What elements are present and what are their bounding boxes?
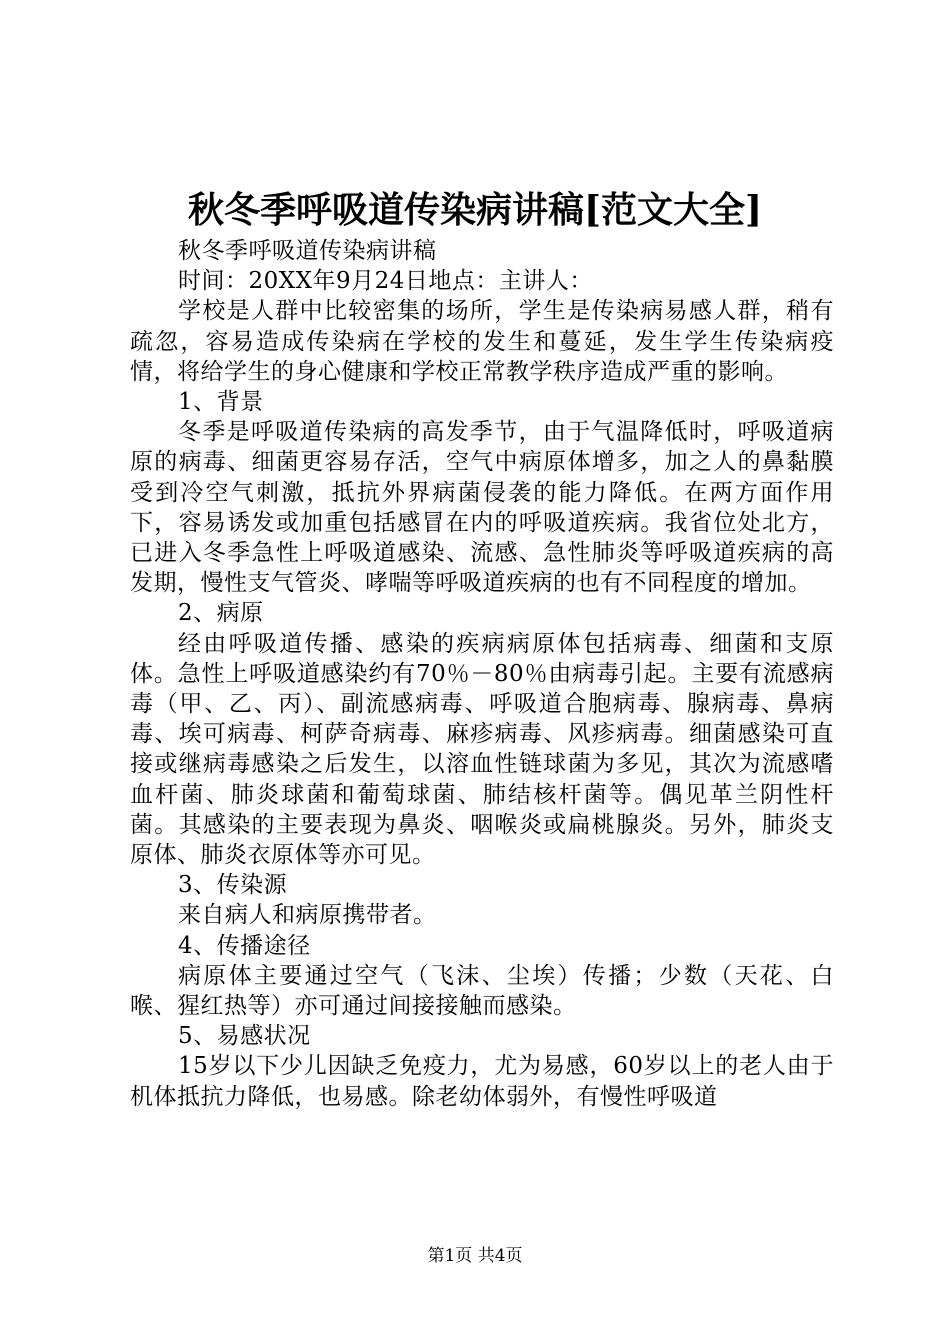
section-text-background: 冬季是呼吸道传染病的高发季节，由于气温降低时，呼吸道病原的病毒、细菌更容易存活，空气中病原体增多，加之人的鼻黏膜受到冷空气刺激，抵抗外界病菌侵袭的能力降低。在两方面作用下，容易诱发或加重包括感冒在内的呼吸道疾病。我省位处北方，已进入冬季急性上呼吸道感染、流感、急性肺炎等呼吸道疾病的高发期，慢性支气管炎、哮喘等呼吸道疾病的也有不同程度的增加。 bbox=[130, 419, 834, 597]
intro-paragraph: 学校是人群中比较密集的场所，学生是传染病易感人群，稍有疏忽，容易造成传染病在学校的发生和蔓延，发生学生传染病疫情，将给学生的身心健康和学校正常教学秩序造成严重的影响。 bbox=[130, 298, 834, 385]
page-footer: 第1页 共4页 bbox=[427, 1246, 523, 1266]
section-text-infection-source: 来自病人和病原携带者。 bbox=[178, 902, 437, 929]
section-heading-susceptibility: 5、易感状况 bbox=[178, 1023, 311, 1050]
meta-line: 时间：20XX年9月24日地点：主讲人： bbox=[178, 268, 593, 295]
section-heading-pathogen: 2、病原 bbox=[178, 600, 264, 627]
document-title: 秋冬季呼吸道传染病讲稿[范文大全] bbox=[187, 189, 763, 231]
document-body bbox=[130, 236, 834, 1112]
section-heading-background: 1、背景 bbox=[178, 389, 264, 416]
section-text-transmission: 病原体主要通过空气（飞沫、尘埃）传播；少数（天花、白喉、猩红热等）亦可通过间接接触而感染。 bbox=[130, 962, 834, 1020]
section-heading-infection-source: 3、传染源 bbox=[178, 872, 288, 899]
section-text-susceptibility: 15岁以下少儿因缺乏免疫力，尤为易感，60岁以上的老人由于机体抵抗力降低，也易感。除老幼体弱外，有慢性呼吸道 bbox=[130, 1053, 834, 1110]
document-subtitle: 秋冬季呼吸道传染病讲稿 bbox=[178, 238, 437, 264]
section-text-pathogen: 经由呼吸道传播、感染的疾病病原体包括病毒、细菌和支原体。急性上呼吸道感染约有70％－80％由病毒引起。主要有流感病毒（甲、乙、丙）、副流感病毒、呼吸道合胞病毒、腺病毒、鼻病毒、埃可病毒、柯萨奇病毒、麻疹病毒、风疹病毒。细菌感染可直接或继病毒感染之后发生，以溶血性链球菌为多见，其次为流感嗜血杆菌、肺炎球菌和葡萄球菌、肺结核杆菌等。偶见革兰阴性杆菌。其感染的主要表现为鼻炎、咽喉炎或扁桃腺炎。另外，肺炎支原体、肺炎衣原体等亦可见。 bbox=[130, 630, 834, 869]
section-heading-transmission: 4、传播途径 bbox=[178, 932, 311, 959]
